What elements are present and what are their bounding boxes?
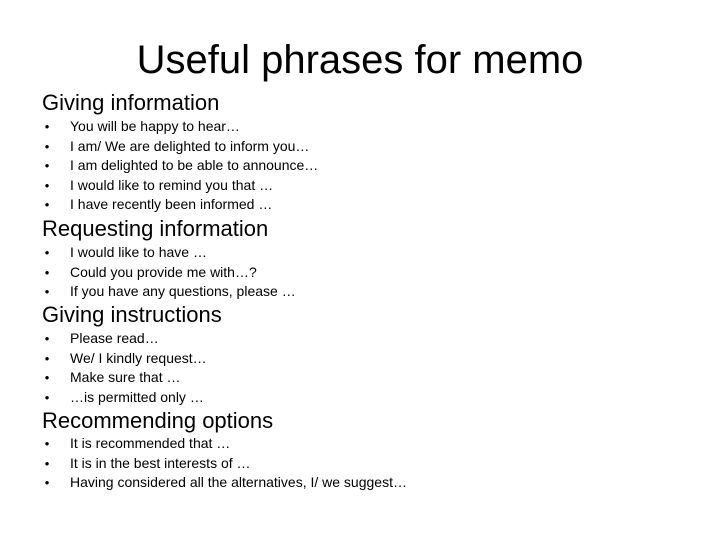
list-item-text: I am delighted to be able to announce… — [70, 157, 319, 173]
bullet-icon: • — [44, 350, 50, 366]
list-item — [42, 454, 407, 474]
slide-title: Useful phrases for memo — [136, 38, 584, 82]
phrase-list-requesting-information — [42, 243, 296, 302]
list-item — [42, 137, 318, 157]
bullet-icon: • — [44, 264, 50, 280]
list-item — [42, 195, 318, 215]
bullet-icon: • — [44, 370, 50, 385]
list-item-text: Could you provide me with…? — [70, 263, 257, 280]
list-item — [42, 176, 318, 196]
list-item-text: I would like to have … — [70, 244, 207, 260]
bullet-icon: • — [44, 119, 50, 134]
list-item — [42, 117, 318, 137]
bullet-icon: • — [44, 284, 50, 299]
list-item-text: Having considered all the alternatives, I/ we suggest… — [70, 474, 407, 490]
list-item-text: If you have any questions, please … — [70, 283, 296, 299]
list-item — [42, 263, 296, 283]
list-item — [42, 349, 207, 369]
list-item-text: I am/ We are delighted to inform you… — [70, 137, 310, 154]
list-item-text: You will be happy to hear… — [70, 118, 240, 134]
list-item — [42, 473, 407, 493]
list-item-text: I would like to remind you that … — [70, 176, 274, 193]
bullet-icon: • — [44, 475, 50, 490]
list-item-text: We/ I kindly request… — [70, 349, 207, 366]
bullet-icon: • — [44, 331, 50, 346]
list-item-text: Please read… — [70, 330, 159, 346]
list-item-text: It is recommended that … — [70, 435, 231, 451]
list-item-text: Make sure that … — [70, 369, 181, 385]
list-item — [42, 434, 407, 454]
bullet-icon: • — [44, 455, 50, 471]
phrase-list-recommending-options — [42, 434, 407, 493]
list-item — [42, 282, 296, 302]
section-heading-giving-instructions: Giving instructions — [42, 302, 222, 327]
bullet-icon: • — [44, 158, 50, 173]
list-item-text: It is in the best interests of … — [70, 454, 251, 471]
list-item — [42, 243, 296, 263]
bullet-icon: • — [44, 436, 50, 451]
list-item-text: I have recently been informed … — [70, 196, 273, 212]
list-item — [42, 156, 318, 176]
list-item — [42, 329, 207, 349]
bullet-icon: • — [44, 197, 50, 212]
section-heading-recommending-options: Recommending options — [42, 408, 274, 433]
section-heading-requesting-information: Requesting information — [42, 216, 269, 241]
bullet-icon: • — [44, 177, 50, 193]
section-heading-giving-information: Giving information — [42, 90, 220, 115]
list-item — [42, 388, 207, 408]
bullet-icon: • — [44, 138, 50, 154]
bullet-icon: • — [44, 245, 50, 260]
phrase-list-giving-information — [42, 117, 318, 215]
list-item — [42, 368, 207, 388]
list-item-text: …is permitted only … — [70, 388, 204, 405]
bullet-icon: • — [44, 389, 50, 405]
phrase-list-giving-instructions — [42, 329, 207, 407]
